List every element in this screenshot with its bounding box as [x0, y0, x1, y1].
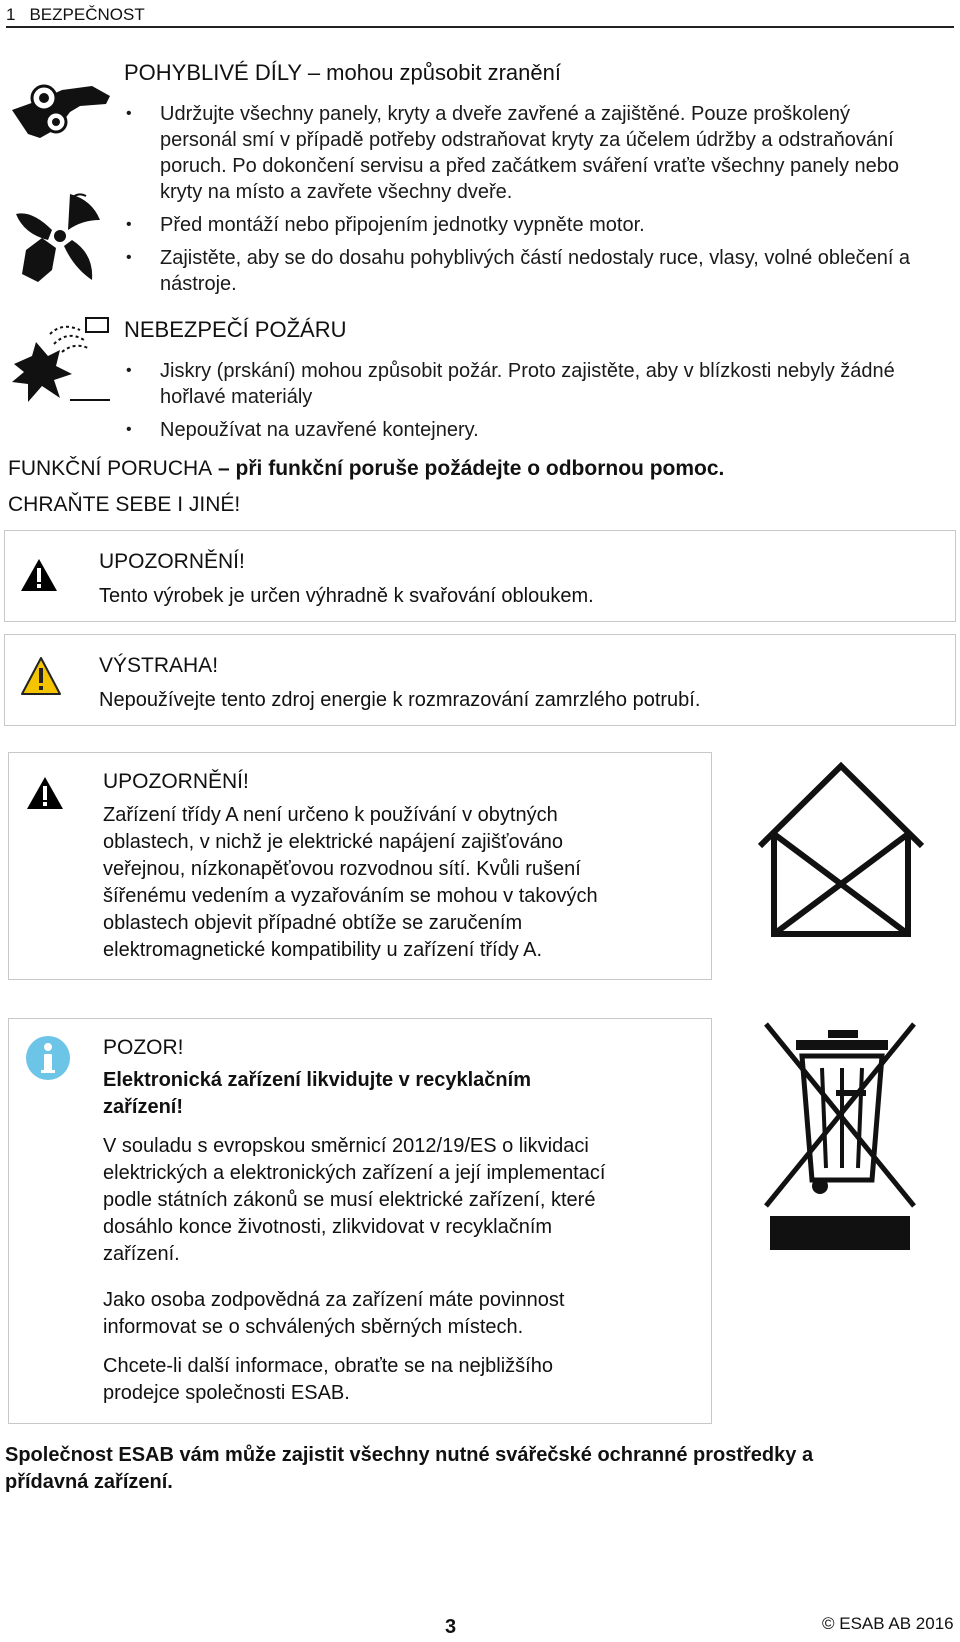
text-line: Elektronická zařízení likvidujte v recyklačním	[103, 1069, 531, 1091]
text-line: elektromagnetické kompatibility u zařízení třídy A.	[103, 939, 543, 961]
crossed-house-icon	[750, 760, 932, 940]
text-line: informovat se o schválených sběrných místech.	[103, 1316, 524, 1338]
protect-line: CHRAŇTE SEBE I JINÉ!	[8, 493, 241, 516]
class-a-title: UPOZORNĚNÍ!	[103, 770, 249, 793]
class-a-text	[103, 802, 703, 964]
text-line: dosáhlo konce životnosti, zlikvidovat v recyklačním	[103, 1216, 553, 1238]
moving-parts-title: POHYBLIVÉ DÍLY – mohou způsobit zranění	[124, 60, 561, 85]
text-line: oblastech, v nichž je elektrické napájení zajišťováno	[103, 831, 563, 853]
page-header	[6, 4, 954, 28]
chapter-title: BEZPEČNOST	[29, 5, 145, 24]
warning-triangle-icon	[19, 557, 59, 593]
text-line: šířenému vedením a vyzařováním se mohou v takových	[103, 885, 598, 907]
malfunction-text: – při funkční poruše požádejte o odbornou pomoc.	[212, 457, 725, 480]
caution-paragraph	[103, 1353, 703, 1407]
recycling-caution-box	[8, 1018, 712, 1424]
copyright: © ESAB AB 2016	[822, 1614, 954, 1633]
text-line: veřejnou, nízkonapěťovou rozvodnou sítí. Kvůli rušení	[103, 858, 581, 880]
caution-paragraph	[103, 1287, 703, 1341]
page-number: 3	[445, 1616, 457, 1638]
hand-fan-icon	[12, 190, 108, 286]
list-item: • Nepoužívat na uzavřené kontejnery.	[124, 417, 924, 443]
text-line: zařízení!	[103, 1096, 184, 1118]
text-line: Jako osoba zodpovědná za zařízení máte povinnost	[103, 1289, 565, 1311]
text-line: Společnost ESAB vám může zajistit všechny nutné svářečské ochranné prostředky a	[5, 1444, 814, 1466]
sparks-explosion-icon	[10, 316, 114, 406]
chapter-number: 1	[6, 5, 16, 24]
text-line: oblastech objevit případné obtíže se zaručením	[103, 912, 523, 934]
text-line: prodejce společnosti ESAB.	[103, 1382, 350, 1404]
text-line: podle státních zákonů se musí elektrické zařízení, které	[103, 1189, 596, 1211]
caution-title: POZOR!	[103, 1036, 184, 1059]
warning-box	[4, 634, 956, 726]
text-line: elektrických a elektronických zařízení a její implementací	[103, 1162, 606, 1184]
crossed-bin-icon	[760, 1020, 920, 1252]
list-item: • Jiskry (prskání) mohou způsobit požár. Proto zajistěte, aby v blízkosti nebyly žádné hořlavé materiály	[124, 358, 924, 410]
list-item: • Udržujte všechny panely, kryty a dveře zavřené a zajištěné. Pouze proškolený personál smí v případě potřeby odstraňovat kryty za účelem údržby a odstraňování poruch. Po dokončení servisu a před začátkem sváření vraťte všechny panely nebo kryty na místo a zavřete všechny dveře.	[124, 101, 924, 205]
warning-title: VÝSTRAHA!	[99, 654, 219, 677]
moving-parts-list	[124, 101, 924, 304]
text-line: Chcete-li další informace, obraťte se na nejbližšího	[103, 1355, 553, 1377]
fire-hazard-list	[124, 358, 924, 450]
warning-triangle-icon	[25, 775, 65, 811]
text-line: V souladu s evropskou směrnicí 2012/19/ES o likvidaci	[103, 1135, 589, 1157]
class-a-notice-box	[8, 752, 712, 980]
malfunction-prefix: FUNKČNÍ PORUCHA	[8, 457, 213, 480]
fire-hazard-title: NEBEZPEČÍ POŽÁRU	[124, 317, 347, 342]
malfunction-line	[8, 456, 724, 482]
caution-paragraph	[103, 1133, 703, 1268]
text-line: zařízení.	[103, 1243, 180, 1265]
closing-paragraph	[5, 1442, 955, 1496]
hand-gears-icon	[10, 82, 114, 144]
notice-box	[4, 530, 956, 622]
warning-triangle-icon	[19, 655, 63, 697]
text-line: Zařízení třídy A není určeno k používání v obytných	[103, 804, 558, 826]
list-item: • Zajistěte, aby se do dosahu pohyblivých částí nedostaly ruce, vlasy, volné oblečení a nástroje.	[124, 245, 924, 297]
notice-title: UPOZORNĚNÍ!	[99, 550, 245, 573]
text-line: přídavná zařízení.	[5, 1471, 173, 1493]
list-item: • Před montáží nebo připojením jednotky vypněte motor.	[124, 212, 924, 238]
notice-text: Tento výrobek je určen výhradně k svařování obloukem.	[99, 585, 594, 607]
warning-text: Nepoužívejte tento zdroj energie k rozmrazování zamrzlého potrubí.	[99, 689, 701, 711]
info-icon	[25, 1035, 71, 1081]
caution-subtitle	[103, 1067, 703, 1121]
